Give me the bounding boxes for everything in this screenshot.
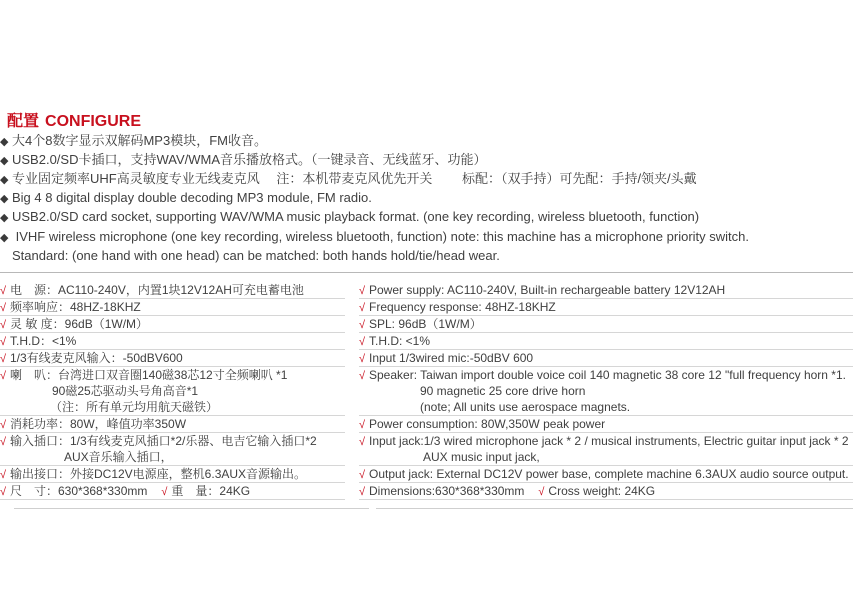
- spec-row-continued: 90磁25芯驱动头号角高音*1: [52, 384, 199, 398]
- check-icon: √: [0, 302, 7, 314]
- spec-row: √ Speaker: Taiwan import double voice coil 140 magnetic 38 core 12 "full frequency horn *1.: [359, 368, 846, 382]
- check-icon: √: [0, 436, 7, 448]
- spec-row-continued: AUX music input jack,: [359, 449, 853, 466]
- check-icon: √: [359, 285, 366, 297]
- spec-row: √ 频率响应：48HZ-18KHZ: [0, 299, 345, 316]
- spec-row: √ Power supply: AC110-240V, Built-in rechargeable battery 12V12AH: [359, 282, 853, 299]
- bottom-divider-right: [376, 508, 853, 509]
- spec-row: √ 尺 寸：630*368*330mm √ 重 量：24KG: [0, 483, 345, 500]
- spec-row: √ 输出接口：外接DC12V电源座，整机6.3AUX音源输出。: [0, 466, 345, 483]
- spec-row: √ Output jack: External DC12V power base, complete machine 6.3AUX audio source output.: [359, 466, 853, 483]
- check-icon: √: [359, 302, 366, 314]
- heading-en: CONFIGURE: [45, 113, 142, 130]
- spec-row-continued: (note; All units use aerospace magnets.: [359, 399, 853, 416]
- check-icon: √: [0, 336, 7, 348]
- bottom-divider-left: [14, 508, 369, 509]
- check-icon: √: [359, 319, 366, 331]
- feature-item: ◆ USB2.0/SD card socket, supporting WAV/WMA music playback format. (one key recording, wireless bluetooth, function): [0, 209, 700, 224]
- spec-row: √ Input 1/3wired mic:-50dBV 600: [359, 350, 853, 367]
- spec-row: √ Power consumption: 80W,350W peak power: [359, 416, 853, 433]
- diamond-bullet-icon: ◆: [0, 174, 9, 186]
- check-icon: √: [359, 353, 366, 365]
- feature-item: ◆ 大4个8数字显示双解码MP3模块，FM收音。: [0, 133, 267, 148]
- specs-cn-column: [0, 282, 345, 500]
- spec-row: √ Dimensions:630*368*330mm √ Cross weight: 24KG: [359, 483, 853, 500]
- spec-row: √ 电 源：AC110-240V，内置1块12V12AH可充电蓄电池: [0, 282, 345, 299]
- check-icon: √: [0, 319, 7, 331]
- check-icon: √: [0, 353, 7, 365]
- check-icon: √: [359, 370, 366, 382]
- check-icon: √: [0, 285, 7, 297]
- spec-row: √ Input jack:1/3 wired microphone jack * 2 / musical instruments, Electric guitar input jack * 2: [359, 434, 849, 448]
- check-icon: √: [359, 419, 366, 431]
- diamond-bullet-icon: ◆: [0, 212, 9, 224]
- diamond-bullet-icon: ◆: [0, 155, 9, 167]
- spec-row-continued: （注：所有单元均用航天磁铁）: [0, 399, 345, 416]
- diamond-bullet-icon: ◆: [0, 193, 9, 205]
- spec-row-continued: 90 magnetic 25 core drive horn: [420, 384, 586, 398]
- feature-item: ◆ USB2.0/SD卡插口，支持WAV/WMA音乐播放格式。（一键录音、无线蓝牙、功能）: [0, 152, 487, 167]
- check-icon: √: [0, 419, 7, 431]
- check-icon: √: [0, 370, 7, 382]
- spec-row: √ 喇 叭：台湾进口双音圈140磁38芯12寸全频喇叭 *1: [0, 368, 288, 382]
- spec-row: √ 输入插口：1/3有线麦克风插口*2/乐器、电吉它输入插口*2: [0, 434, 317, 448]
- feature-item: ◆ 专业固定频率UHF高灵敏度专业无线麦克风 注：本机带麦克风优先开关 标配：（双手持）可先配：手持/领夹/头戴: [0, 171, 697, 186]
- spec-row-continued: AUX音乐输入插口，: [0, 449, 345, 466]
- check-icon: √: [0, 486, 7, 498]
- diamond-bullet-icon: ◆: [0, 136, 9, 148]
- configure-heading: [7, 108, 141, 131]
- check-icon: √: [359, 336, 366, 348]
- heading-cn: 配置: [7, 113, 40, 130]
- spec-row: √ Frequency response: 48HZ-18KHZ: [359, 299, 853, 316]
- feature-item: ◆ Big 4 8 digital display double decoding MP3 module, FM radio.: [0, 190, 372, 205]
- specs-en-column: [359, 282, 853, 500]
- feature-continuation: Standard: (one hand with one head) can be matched: both hands hold/tie/head wear.: [12, 248, 500, 263]
- section-divider: [0, 272, 853, 273]
- spec-row: √ T.H.D: <1%: [359, 333, 853, 350]
- check-icon: √: [359, 469, 366, 481]
- check-icon: √: [538, 486, 545, 498]
- spec-row: √ 1/3有线麦克风输入：-50dBV600: [0, 350, 345, 367]
- feature-item: ◆ IVHF wireless microphone (one key recording, wireless bluetooth, function) note: this machine has a microphone priority switch.: [0, 229, 750, 244]
- check-icon: √: [359, 486, 366, 498]
- check-icon: √: [161, 486, 168, 498]
- spec-row: √ 消耗功率：80W，峰值功率350W: [0, 416, 345, 433]
- spec-row: √ 灵 敏 度：96dB（1W/M）: [0, 316, 345, 333]
- diamond-bullet-icon: ◆: [0, 232, 9, 244]
- spec-row: √ SPL: 96dB（1W/M）: [359, 316, 853, 333]
- spec-row: √ T.H.D：<1%: [0, 333, 345, 350]
- check-icon: √: [359, 436, 366, 448]
- check-icon: √: [0, 469, 7, 481]
